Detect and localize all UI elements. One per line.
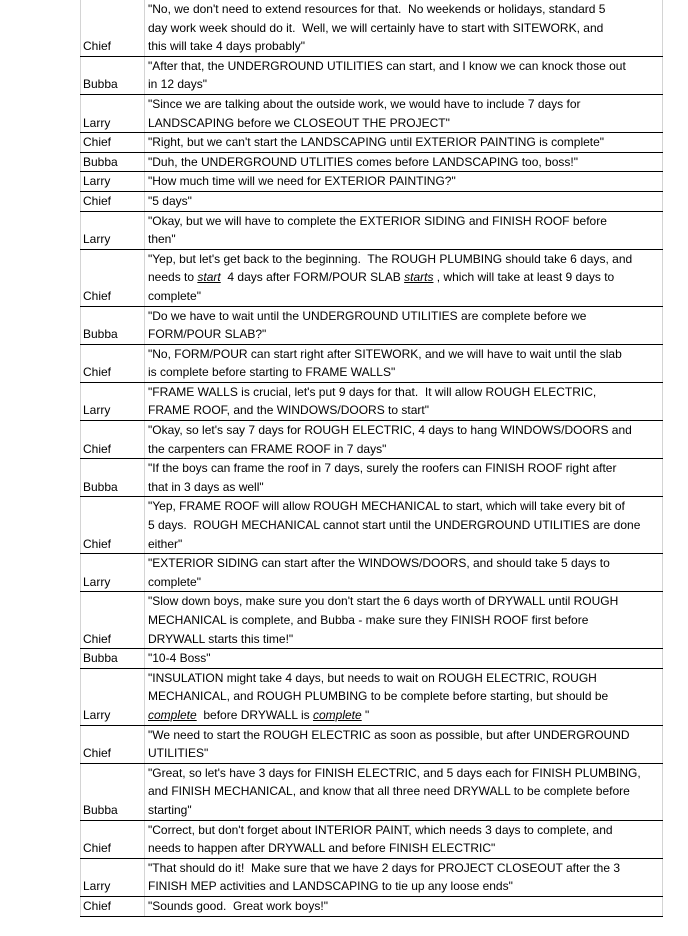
dialogue-line: "5 days" — [148, 193, 192, 208]
dialogue-line: 5 days. ROUGH MECHANICAL cannot start until the UNDERGROUND UTILITIES are done — [148, 518, 641, 533]
dialogue-cell — [145, 382, 663, 420]
dialogue-cell — [145, 858, 663, 896]
dialogue-line: "No, FORM/POUR can start right after SITEWORK, and we will have to wait until the slab — [148, 346, 622, 361]
dialogue-fragment: 4 days after FORM/POUR SLAB — [220, 270, 405, 285]
speaker-cell: Bubba — [81, 763, 145, 820]
speaker-cell: Bubba — [81, 459, 145, 497]
speaker-cell: Bubba — [81, 649, 145, 669]
dialogue-row — [81, 249, 663, 306]
emphasis-text: starts — [404, 270, 434, 285]
speaker-cell: Chief — [81, 421, 145, 459]
dialogue-row — [81, 0, 663, 56]
dialogue-line: "Sounds good. Great work boys!" — [148, 898, 328, 913]
dialogue-row — [81, 668, 663, 725]
dialogue-cell — [145, 344, 663, 382]
speaker-cell: Bubba — [81, 152, 145, 172]
dialogue-fragment: needs to — [148, 270, 198, 285]
speaker-cell: Chief — [81, 725, 145, 763]
dialogue-line: "Do we have to wait until the UNDERGROUND UTILITIES are complete before we — [148, 308, 587, 323]
dialogue-row — [81, 344, 663, 382]
speaker-cell: Larry — [81, 858, 145, 896]
dialogue-cell — [145, 421, 663, 459]
dialogue-line: complete" — [148, 574, 201, 589]
emphasis-text: complete — [148, 707, 197, 722]
dialogue-cell — [145, 133, 663, 153]
dialogue-cell — [145, 592, 663, 649]
dialogue-line: FRAME ROOF, and the WINDOWS/DOORS to start" — [148, 403, 429, 418]
dialogue-cell — [145, 668, 663, 725]
dialogue-cell — [145, 94, 663, 132]
dialogue-line: then" — [148, 232, 176, 247]
dialogue-line: "Okay, but we will have to complete the EXTERIOR SIDING and FINISH ROOF before — [148, 213, 607, 228]
speaker-cell: Larry — [81, 211, 145, 249]
speaker-cell: Chief — [81, 249, 145, 306]
dialogue-row — [81, 459, 663, 497]
dialogue-cell — [145, 459, 663, 497]
dialogue-cell — [145, 172, 663, 192]
dialogue-line: "FRAME WALLS is crucial, let's put 9 days for that. It will allow ROUGH ELECTRIC, — [148, 384, 597, 399]
dialogue-row — [81, 382, 663, 420]
speaker-cell: Chief — [81, 133, 145, 153]
dialogue-row — [81, 896, 663, 916]
dialogue-line: starting" — [148, 802, 192, 817]
dialogue-cell — [145, 763, 663, 820]
dialogue-row — [81, 211, 663, 249]
dialogue-line: "EXTERIOR SIDING can start after the WINDOWS/DOORS, and should take 5 days to — [148, 556, 610, 571]
dialogue-cell — [145, 211, 663, 249]
dialogue-line — [148, 706, 662, 725]
dialogue-line: DRYWALL starts this time!" — [148, 631, 294, 646]
dialogue-line: "If the boys can frame the roof in 7 days, surely the roofers can FINISH ROOF right after — [148, 461, 617, 476]
dialogue-fragment: , which will take at least 9 days to — [433, 270, 615, 285]
emphasis-text: start — [197, 270, 221, 285]
dialogue-row — [81, 820, 663, 858]
dialogue-cell — [145, 820, 663, 858]
dialogue-row — [81, 592, 663, 649]
dialogue-row — [81, 152, 663, 172]
dialogue-cell — [145, 0, 663, 56]
dialogue-line: in 12 days" — [148, 77, 207, 92]
speaker-cell: Larry — [81, 668, 145, 725]
dialogue-row — [81, 421, 663, 459]
dialogue-line: "Since we are talking about the outside work, we would have to include 7 days for — [148, 96, 581, 111]
dialogue-row — [81, 497, 663, 554]
dialogue-row — [81, 725, 663, 763]
dialogue-row — [81, 554, 663, 592]
dialogue-sheet — [80, 0, 662, 917]
speaker-cell: Chief — [81, 0, 145, 56]
dialogue-row — [81, 649, 663, 669]
dialogue-row — [81, 306, 663, 344]
dialogue-line: that in 3 days as well" — [148, 479, 264, 494]
dialogue-line: "That should do it! Make sure that we have 2 days for PROJECT CLOSEOUT after the 3 — [148, 860, 621, 875]
speaker-cell: Bubba — [81, 56, 145, 94]
dialogue-cell — [145, 725, 663, 763]
dialogue-line — [148, 268, 662, 287]
dialogue-line: "Great, so let's have 3 days for FINISH ELECTRIC, and 5 days each for FINISH PLUMBING, — [148, 765, 641, 780]
dialogue-line: LANDSCAPING before we CLOSEOUT THE PROJECT" — [148, 115, 450, 130]
dialogue-line: the carpenters can FRAME ROOF in 7 days" — [148, 441, 387, 456]
speaker-cell: Larry — [81, 382, 145, 420]
dialogue-line: and FINISH MECHANICAL, and know that all three need DRYWALL to be complete before — [148, 784, 630, 799]
speaker-cell: Larry — [81, 94, 145, 132]
dialogue-line: FINISH MEP activities and LANDSCAPING to tie up any loose ends" — [148, 879, 513, 894]
dialogue-line: this will take 4 days probably" — [148, 39, 306, 54]
dialogue-cell — [145, 191, 663, 211]
dialogue-line: "We need to start the ROUGH ELECTRIC as soon as possible, but after UNDERGROUND — [148, 727, 630, 742]
dialogue-cell — [145, 56, 663, 94]
dialogue-line: complete" — [148, 288, 201, 303]
dialogue-line: "Yep, but let's get back to the beginning. The ROUGH PLUMBING should take 6 days, and — [148, 251, 633, 266]
dialogue-line: "10-4 Boss" — [148, 651, 211, 666]
speaker-cell: Larry — [81, 554, 145, 592]
dialogue-row — [81, 763, 663, 820]
dialogue-line: "Yep, FRAME ROOF will allow ROUGH MECHANICAL to start, which will take every bit of — [148, 499, 625, 514]
dialogue-line: MECHANICAL is complete, and Bubba - make sure they FINISH ROOF first before — [148, 613, 589, 627]
speaker-cell: Chief — [81, 592, 145, 649]
dialogue-cell — [145, 896, 663, 916]
dialogue-line: is complete before starting to FRAME WALLS" — [148, 365, 396, 380]
speaker-cell: Chief — [81, 497, 145, 554]
dialogue-line: UTILITIES" — [148, 746, 209, 761]
speaker-cell: Chief — [81, 820, 145, 858]
speaker-cell: Chief — [81, 896, 145, 916]
dialogue-row — [81, 94, 663, 132]
dialogue-cell — [145, 152, 663, 172]
dialogue-line: either" — [148, 536, 183, 551]
dialogue-cell — [145, 249, 663, 306]
dialogue-line: "Okay, so let's say 7 days for ROUGH ELECTRIC, 4 days to hang WINDOWS/DOORS and — [148, 423, 632, 438]
dialogue-row — [81, 56, 663, 94]
dialogue-cell — [145, 554, 663, 592]
dialogue-cell — [145, 497, 663, 554]
dialogue-cell — [145, 306, 663, 344]
dialogue-line: "How much time will we need for EXTERIOR PAINTING?" — [148, 174, 456, 189]
speaker-cell: Chief — [81, 191, 145, 211]
dialogue-line: needs to happen after DRYWALL and before FINISH ELECTRIC" — [148, 841, 496, 856]
dialogue-line: day work week should do it. Well, we will certainly have to start with SITEWORK, and — [148, 20, 604, 35]
dialogue-line: FORM/POUR SLAB?" — [148, 327, 267, 342]
dialogue-line: "After that, the UNDERGROUND UTILITIES can start, and I know we can knock those out — [148, 58, 626, 73]
dialogue-row — [81, 172, 663, 192]
dialogue-fragment: " — [361, 707, 370, 722]
emphasis-text: complete — [312, 707, 362, 722]
dialogue-line: "INSULATION might take 4 days, but needs to wait on ROUGH ELECTRIC, ROUGH — [148, 670, 597, 685]
dialogue-line: "Duh, the UNDERGROUND UTLITIES comes before LANDSCAPING too, boss!" — [148, 154, 578, 169]
dialogue-line: "No, we don't need to extend resources for that. No weekends or holidays, standard 5 — [148, 2, 606, 16]
dialogue-row — [81, 133, 663, 153]
speaker-cell: Bubba — [81, 306, 145, 344]
dialogue-line: "Right, but we can't start the LANDSCAPING until EXTERIOR PAINTING is complete" — [148, 135, 605, 150]
speaker-cell: Larry — [81, 172, 145, 192]
dialogue-row — [81, 191, 663, 211]
dialogue-line: "Slow down boys, make sure you don't start the 6 days worth of DRYWALL until ROUGH — [148, 594, 619, 609]
dialogue-line: "Correct, but don't forget about INTERIOR PAINT, which needs 3 days to complete, and — [148, 822, 613, 837]
dialogue-line: MECHANICAL, and ROUGH PLUMBING to be complete before starting, but should be — [148, 689, 609, 704]
dialogue-table — [80, 0, 663, 917]
dialogue-row — [81, 858, 663, 896]
speaker-cell: Chief — [81, 344, 145, 382]
dialogue-fragment: before DRYWALL is — [196, 707, 313, 722]
dialogue-cell — [145, 649, 663, 669]
